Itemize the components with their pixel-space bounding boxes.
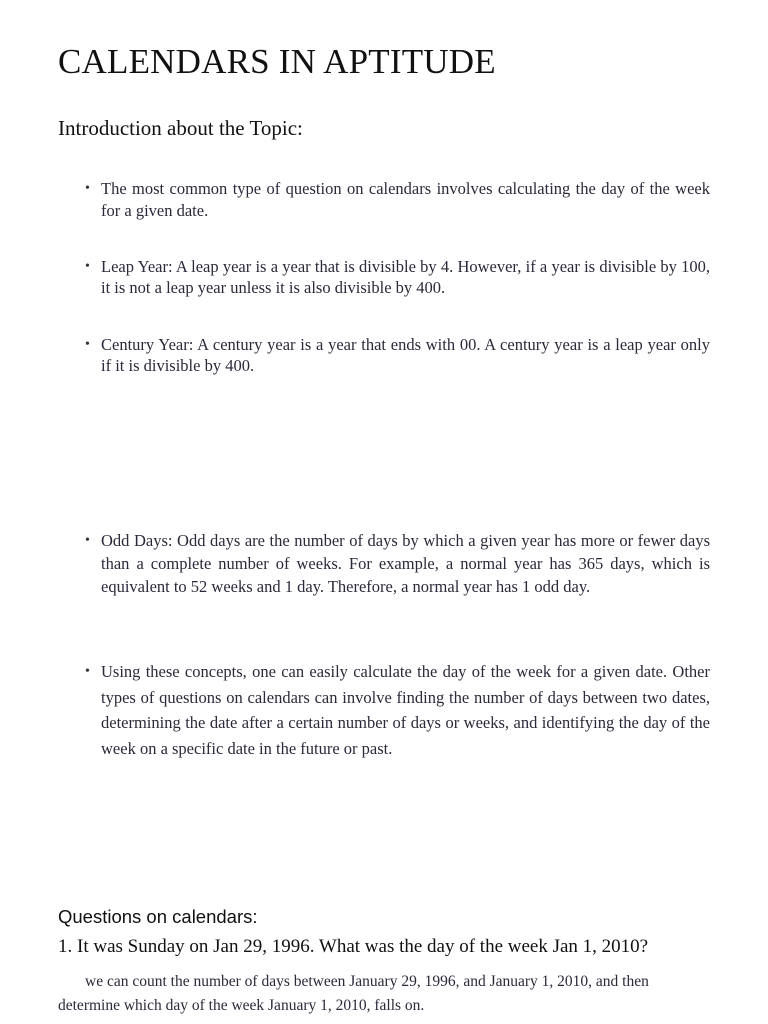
answer-text: we can count the number of days between January 29, 1996, and January 1, 2010, and then determine which day of the week January 1, 2010, falls on. xyxy=(58,973,649,1014)
section-heading-introduction: Introduction about the Topic: xyxy=(58,116,303,140)
bullet-dot-icon: • xyxy=(85,664,90,679)
bullet-text: The most common type of question on calendars involves calculating the day of the week for a given date. xyxy=(101,179,710,220)
bullet-text: Using these concepts, one can easily calculate the day of the week for a given date. Other types of questions on calendars can involve finding the number of days between two dates, determining the date after a certain number of days or weeks, and identifying the day of the week on a specific date in the future or past. xyxy=(101,662,710,758)
page-title: CALENDARS IN APTITUDE xyxy=(58,42,496,81)
question-text: 1. It was Sunday on Jan 29, 1996. What was the day of the week Jan 1, 2010? xyxy=(58,936,649,957)
bullet-item-century-year xyxy=(85,334,710,376)
bullet-item-leap-year xyxy=(85,256,710,298)
bullet-dot-icon: • xyxy=(85,259,90,274)
section-heading-questions: Questions on calendars: xyxy=(58,906,258,927)
bullet-item-common-question xyxy=(85,178,710,222)
bullet-text: Odd Days: Odd days are the number of days by which a given year has more or fewer days than a complete number of weeks. For example, a normal year has 365 days, which is equivalent to 52 weeks and 1 day. Therefore, a normal year has 1 odd day. xyxy=(101,531,710,596)
bullet-dot-icon: • xyxy=(85,533,90,548)
bullet-text: Leap Year: A leap year is a year that is divisible by 4. However, if a year is divisible by 100, it is not a leap year unless it is also divisible by 400. xyxy=(101,257,710,297)
bullet-dot-icon: • xyxy=(85,337,90,352)
bullet-dot-icon: • xyxy=(85,181,90,196)
bullet-item-using-concepts xyxy=(85,659,710,761)
bullet-item-odd-days xyxy=(85,529,710,598)
bullet-text: Century Year: A century year is a year that ends with 00. A century year is a leap year only if it is divisible by 400. xyxy=(101,335,710,375)
